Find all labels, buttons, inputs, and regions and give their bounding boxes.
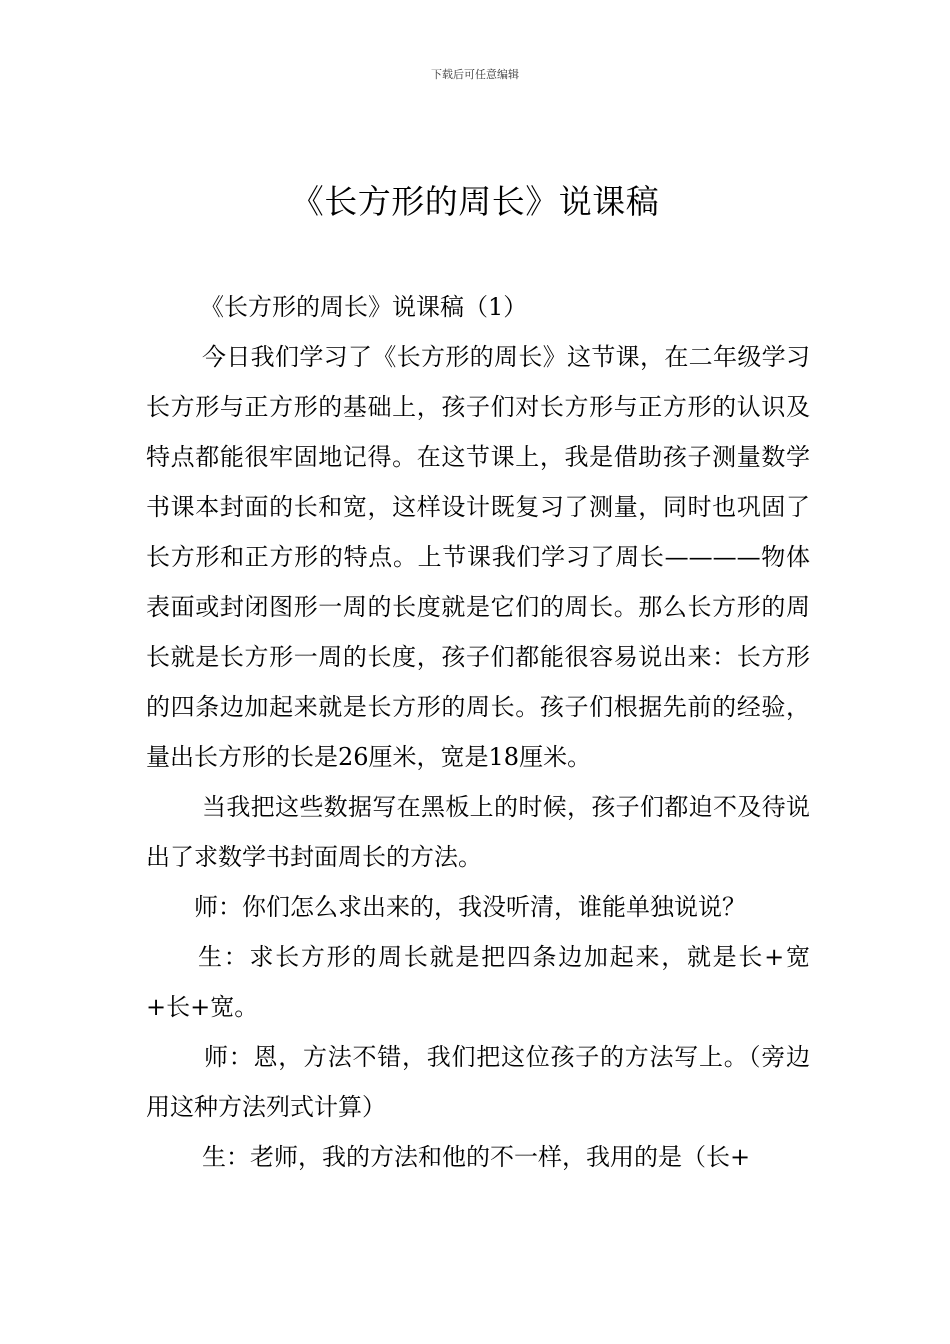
paragraph: 生：求长方形的周长就是把四条边加起来，就是长+宽+长+宽。 <box>146 943 810 1021</box>
paragraph: 师：恩，方法不错，我们把这位孩子的方法写上。（旁边用这种方法列式计算） <box>146 1043 810 1121</box>
paragraph: 师：你们怎么求出来的，我没听清，谁能单独说说？ <box>194 893 746 921</box>
document-title: 《长方形的周长》说课稿 <box>290 182 660 221</box>
document-body <box>146 282 810 1182</box>
paragraph: 当我把这些数据写在黑板上的时候，孩子们都迫不及待说出了求数学书封面周长的方法。 <box>146 793 810 871</box>
header-note: 下载后可任意编辑 <box>431 68 519 81</box>
paragraph: 《长方形的周长》说课稿（1） <box>200 293 528 321</box>
paragraph: 生：老师，我的方法和他的不一样，我用的是（长+ <box>202 1143 751 1171</box>
paragraph: 今日我们学习了《长方形的周长》这节课，在二年级学习长方形与正方形的基础上，孩子们对长方形与正方形的认识及特点都能很牢固地记得。在这节课上，我是借助孩子测量数学书课本封面的长和宽，这样设计既复习了测量，同时也巩固了长方形和正方形的特点。上节课我们学习了周长————物体表面或封闭图形一周的长度就是它们的周长。那么长方形的周长就是长方形一周的长度，孩子们都能很容易说出来：长方形的四条边加起来就是长方形的周长。孩子们根据先前的经验，量出长方形的长是26厘米，宽是18厘米。 <box>146 343 810 771</box>
